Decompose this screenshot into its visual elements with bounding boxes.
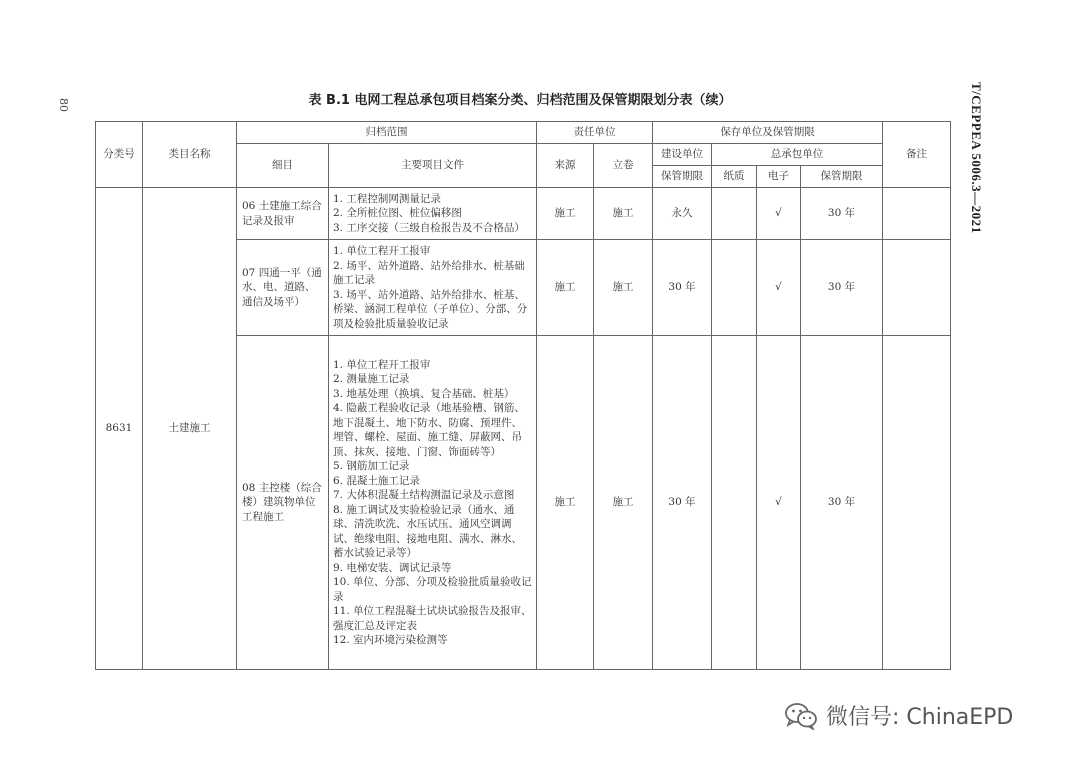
file-item: 2. 测量施工记录 [333, 373, 410, 385]
header-builder-period: 保管期限 [653, 166, 712, 188]
row-detail: 08 主控楼（综合楼）建筑物单位工程施工 [237, 336, 329, 670]
row-paper [712, 240, 757, 336]
file-item: 8. 施工调试及实验检验记录（通水、通球、清洗吹洗、水压试压、通风空调调试、绝缘电阻、接地电阻、满水、淋水、蓄水试验记录等） [333, 503, 522, 559]
file-item: 3. 场平、站外道路、站外给排水、桩基、桥梁、涵洞工程单位（子单位）、分部、分项及检验批质量验收记录 [333, 288, 528, 330]
row-source: 施工 [537, 188, 594, 240]
row-builder-period: 30 年 [653, 336, 712, 670]
table-row [96, 188, 951, 240]
row-paper [712, 336, 757, 670]
wechat-icon [784, 702, 818, 730]
header-category-no: 分类号 [96, 122, 143, 188]
header-contractor: 总承包单位 [712, 144, 883, 166]
file-item: 1. 工程控制网测量记录 [333, 192, 441, 205]
row-files [329, 336, 537, 670]
category-name: 土建施工 [143, 188, 237, 670]
file-item: 4. 隐蔽工程验收记录（地基验槽、钢筋、地下混凝土、地下防水、防腐、预埋件、埋管、螺栓、屋面、施工缝、屏蔽网、吊顶、抹灰、接地、门窗、饰面砖等） [333, 402, 525, 458]
file-item: 3. 地基处理（换填、复合基础、桩基） [333, 387, 515, 400]
standard-code: T/CEPPEA 5006.3—2021 [969, 82, 984, 234]
file-item: 1. 单位工程开工报审 [333, 245, 431, 257]
file-item: 2. 场平、站外道路、站外给排水、桩基础施工记录 [333, 259, 525, 286]
row-detail: 06 土建施工综合记录及报审 [237, 188, 329, 240]
table-title: 表 B.1 电网工程总承包项目档案分类、归档范围及保管期限划分表（续） [308, 93, 732, 108]
row-paper [712, 188, 757, 240]
header-paper: 纸质 [712, 166, 757, 188]
file-item: 5. 钢筋加工记录 [333, 460, 410, 472]
header-category-name: 类目名称 [143, 122, 237, 188]
row-builder-period: 30 年 [653, 240, 712, 336]
row-remarks [883, 336, 951, 670]
header-electronic: 电子 [757, 166, 801, 188]
header-responsible-unit: 责任单位 [537, 122, 653, 144]
header-source: 来源 [537, 144, 594, 188]
header-detail: 细目 [237, 144, 329, 188]
page-number: 80 [57, 98, 70, 112]
row-contractor-period: 30 年 [801, 336, 883, 670]
category-no: 8631 [96, 188, 143, 670]
row-contractor-period: 30 年 [801, 188, 883, 240]
file-item: 9. 电梯安装、调试记录等 [333, 561, 452, 574]
header-remarks: 备注 [883, 122, 951, 188]
file-item: 12. 室内环境污染检测等 [333, 634, 448, 646]
row-electronic: √ [757, 188, 801, 240]
row-builder-period: 永久 [653, 188, 712, 240]
file-item: 11. 单位工程混凝土试块试验报告及报审、强度汇总及评定表 [333, 605, 532, 632]
file-item: 6. 混凝土施工记录 [333, 474, 420, 487]
archive-table [95, 121, 951, 670]
row-remarks [883, 188, 951, 240]
row-electronic: √ [757, 240, 801, 336]
header-main-files: 主要项目文件 [329, 144, 537, 188]
row-contractor-period: 30 年 [801, 240, 883, 336]
watermark-text: 微信号: ChinaEPD [826, 705, 1014, 730]
header-filing: 立卷 [594, 144, 653, 188]
header-contractor-period: 保管期限 [801, 166, 883, 188]
row-source: 施工 [537, 240, 594, 336]
row-source: 施工 [537, 336, 594, 670]
row-filing: 施工 [594, 188, 653, 240]
row-detail: 07 四通一平（通水、电、道路、通信及场平） [237, 240, 329, 336]
file-item: 7. 大体积混凝土结构测温记录及示意图 [333, 489, 515, 501]
file-item: 3. 工序交接（三级自检报告及不合格品） [333, 221, 525, 234]
row-remarks [883, 240, 951, 336]
row-filing: 施工 [594, 240, 653, 336]
header-archive-scope: 归档范围 [237, 122, 537, 144]
header-retention: 保存单位及保管期限 [653, 122, 883, 144]
row-files [329, 188, 537, 240]
row-electronic: √ [757, 336, 801, 670]
file-item: 10. 单位、分部、分项及检验批质量验收记录 [333, 576, 532, 603]
row-filing: 施工 [594, 336, 653, 670]
file-item: 2. 全所桩位图、桩位偏移图 [333, 207, 462, 220]
header-builder: 建设单位 [653, 144, 712, 166]
row-files [329, 240, 537, 336]
watermark [784, 700, 1013, 731]
file-item: 1. 单位工程开工报审 [333, 358, 431, 371]
